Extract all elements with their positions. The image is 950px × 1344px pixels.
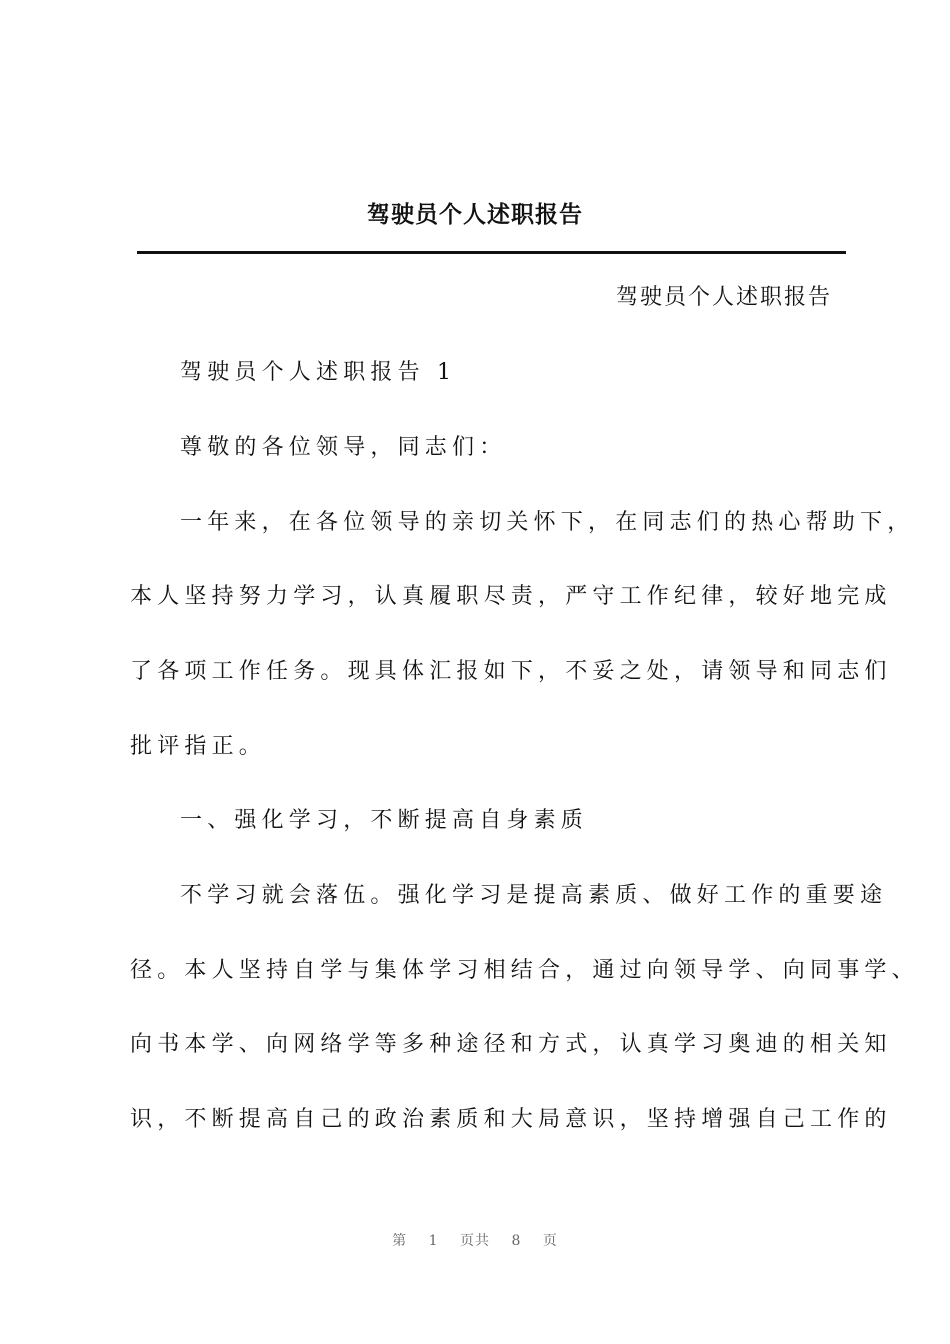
report-heading: 驾驶员个人述职报告 1	[180, 360, 457, 385]
footer-suffix: 页	[542, 1233, 558, 1249]
document-subtitle: 驾驶员个人述职报告	[615, 285, 832, 310]
salutation: 尊敬的各位领导，同志们：	[180, 435, 507, 460]
paragraph-line: 径。本人坚持自学与集体学习相结合，通过向领导学、向同事学、	[130, 958, 919, 983]
title-divider	[137, 251, 846, 254]
paragraph-line: 一年来，在各位领导的亲切关怀下，在同志们的热心帮助下，	[180, 510, 915, 535]
paragraph-line: 批评指正。	[130, 734, 267, 759]
section-heading: 一、强化学习，不断提高自身素质	[180, 808, 589, 833]
document-title: 驾驶员个人述职报告	[367, 201, 583, 228]
footer-prefix: 第	[392, 1233, 408, 1249]
footer-total-pages: 8	[511, 1233, 522, 1249]
paragraph-line: 识，不断提高自己的政治素质和大局意识，坚持增强自己工作的	[130, 1107, 892, 1132]
paragraph-line: 本人坚持努力学习，认真履职尽责，严守工作纪律，较好地完成	[130, 584, 892, 609]
paragraph-line: 了各项工作任务。现具体汇报如下，不妥之处，请领导和同志们	[130, 659, 892, 684]
footer-middle: 页共	[460, 1233, 490, 1249]
paragraph-line: 不学习就会落伍。强化学习是提高素质、做好工作的重要途	[180, 883, 888, 908]
page-footer	[0, 1230, 950, 1250]
paragraph-line: 向书本学、向网络学等多种途径和方式，认真学习奥迪的相关知	[130, 1032, 892, 1057]
footer-page-number: 1	[428, 1233, 439, 1249]
